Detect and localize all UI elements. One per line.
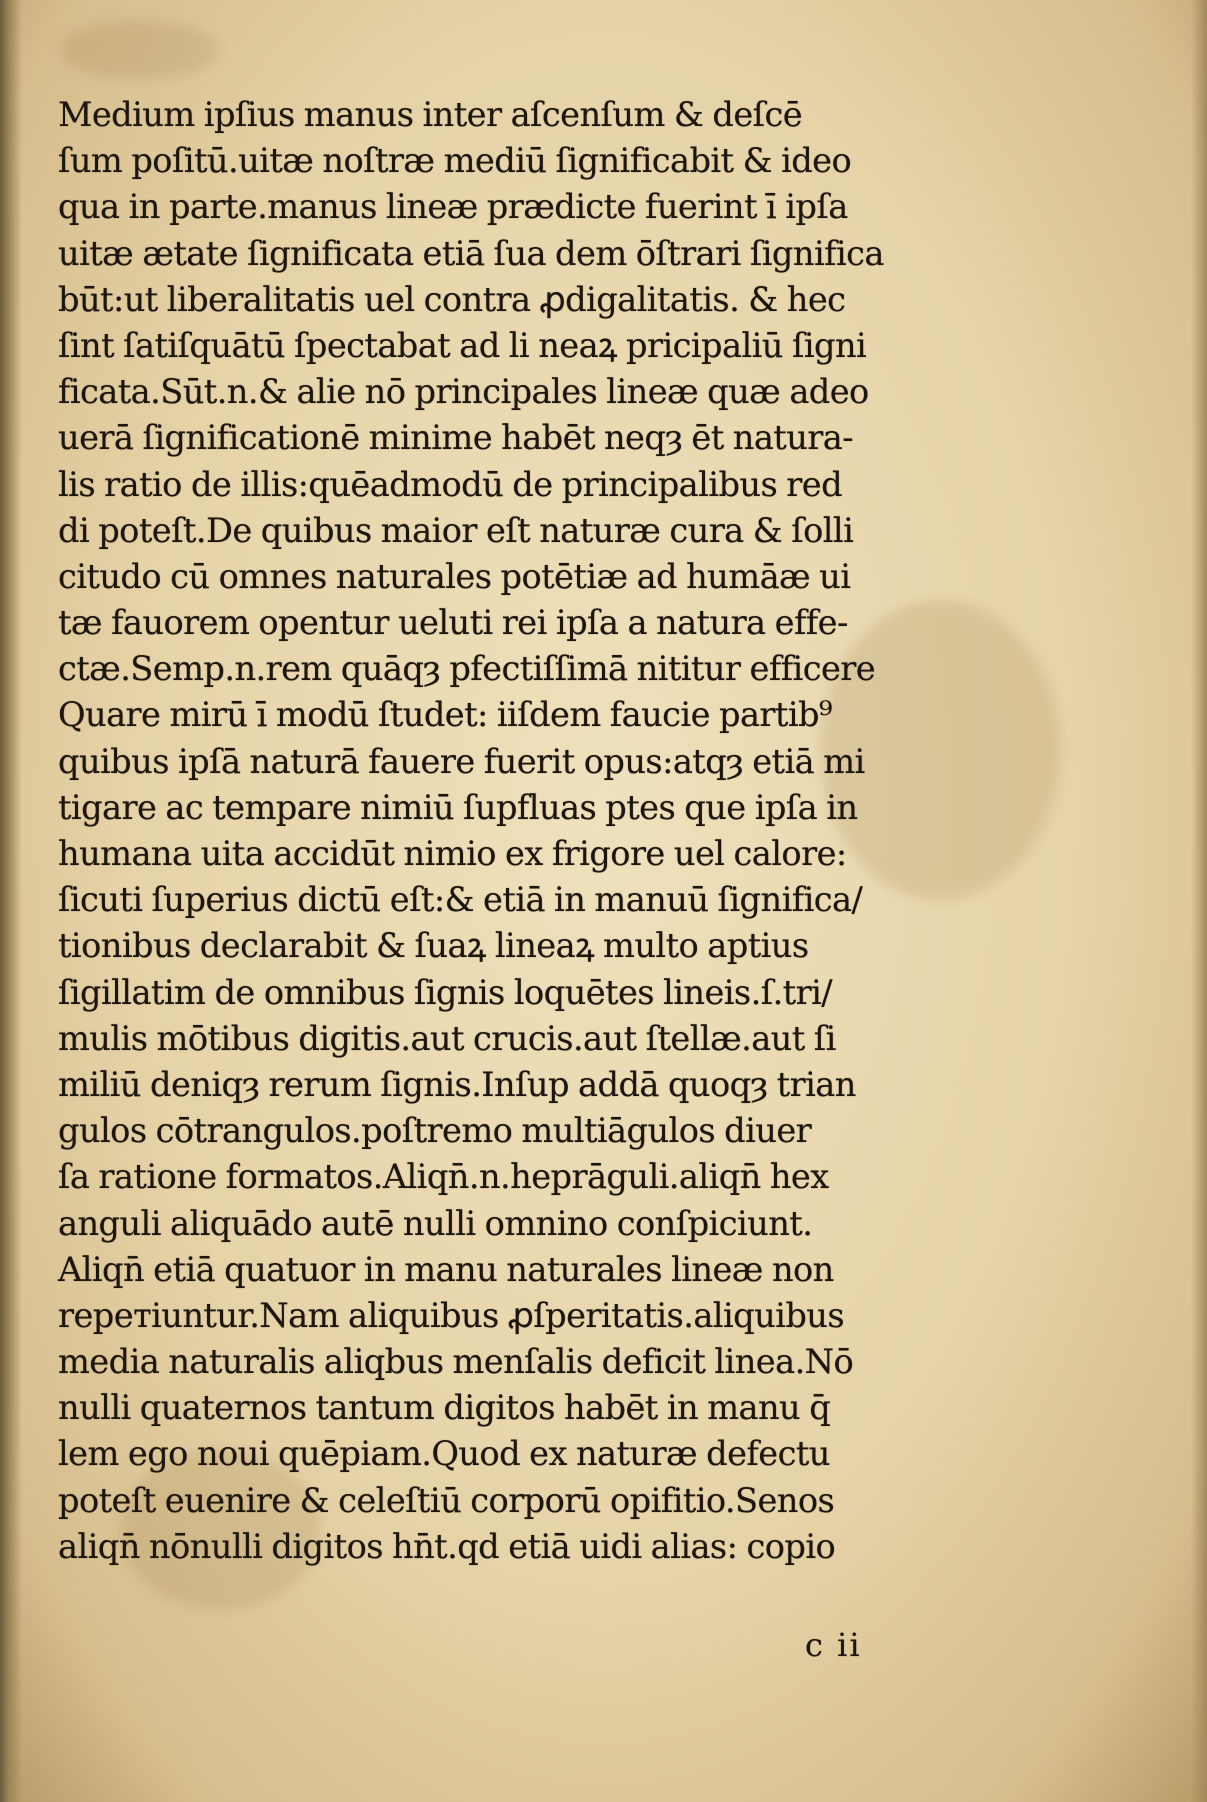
text-line: qua in parte.manus lineæ prædicte fuerint ī ipſa bbox=[58, 187, 848, 228]
text-line: media naturalis aliqbus menſalis deficit linea.Nō bbox=[58, 1342, 854, 1383]
text-line: miliū deniqȝ rerum ſignis.Inſup addā quoqȝ trian bbox=[58, 1064, 856, 1105]
text-line: repeтiuntur.Nam aliquibus ꝓſperitatis.aliquibus bbox=[58, 1295, 845, 1336]
text-line: quibus ipſā naturā fauere fuerit opus:atqȝ etiā mi bbox=[58, 741, 865, 782]
text-line: Aliqn̄ etiā quatuor in manu naturales lineæ non bbox=[58, 1249, 834, 1290]
text-line: ficata.Sūt.n.& alie nō principales lineæ quæ adeo bbox=[58, 372, 869, 413]
signature-mark: c ii bbox=[805, 1626, 862, 1664]
text-line: aliqn̄ nōnulli digitos hn̄t.qd etiā uidi alias: copio bbox=[58, 1526, 836, 1567]
text-line: uitæ ætate ſignificata etiā ſua dem ōſtrari ſignifica bbox=[58, 233, 884, 274]
text-line: ſint ſatiſquātū ſpectabat ad li neaꝝ pricipaliū ſigni bbox=[58, 325, 867, 366]
text-line: di poteſt.De quibus maior eſt naturæ cura & ſolli bbox=[58, 510, 854, 551]
text-line: citudo cū omnes naturales potētiæ ad humāæ ui bbox=[58, 556, 851, 597]
text-line: humana uita accidūt nimio ex frigore uel calore: bbox=[58, 834, 847, 874]
text-line: anguli aliquādo autē nulli omnino conſpiciunt. bbox=[58, 1203, 813, 1244]
text-line: ſigillatim de omnibus ſignis loquētes lineis.ſ.tri/ bbox=[58, 972, 833, 1013]
text-line: poteſt euenire & celeſtiū corporū opifitio.Senos bbox=[58, 1480, 835, 1521]
text-line: ſum poſitū.uitæ noſtræ mediū ſignificabit & ideo bbox=[58, 141, 852, 182]
text-line: tæ fauorem opentur ueluti rei ipſa a natura effe- bbox=[58, 603, 848, 644]
page-edge bbox=[1191, 0, 1207, 1802]
text-line: ctæ.Semp.n.rem quāqȝ pfectiſſimā nititur efficere bbox=[58, 649, 876, 690]
text-line: uerā ſignificationē minime habēt neqȝ ēt natura- bbox=[58, 418, 854, 459]
text-line: lem ego noui quēpiam.Quod ex naturæ defectu bbox=[58, 1434, 830, 1475]
paper-stain bbox=[60, 20, 220, 80]
text-line: gulos cōtrangulos.poſtremo multiāgulos diuer bbox=[58, 1111, 812, 1152]
text-line: būt:ut liberalitatis uel contra ꝓdigalitatis. & hec bbox=[58, 279, 846, 320]
binding-shadow bbox=[0, 0, 22, 1802]
text-line: Medium ipſius manus inter aſcenſum & deſcē bbox=[58, 95, 803, 135]
text-line: lis ratio de illis:quēadmodū de principalibus red bbox=[58, 464, 843, 505]
text-line: tionibus declarabit & ſuaꝝ lineaꝝ multo aptius bbox=[58, 926, 809, 967]
text-line: ſa ratione formatos.Aliqn̄.n.heprāguli.aliqn̄ hex bbox=[58, 1157, 829, 1198]
text-line: ſicuti ſuperius dictū eſt:& etiā in manuū ſignifica/ bbox=[58, 880, 863, 921]
text-line: Quare mirū ī modū ſtudet: iiſdem faucie partib⁹ bbox=[58, 695, 832, 736]
text-line: tigare ac tempare nimiū ſupfluas ptes que ipſa in bbox=[58, 787, 858, 828]
text-block bbox=[58, 92, 1018, 1570]
text-line: nulli quaternos tantum digitos habēt in manu q̄ bbox=[58, 1388, 831, 1429]
text-line: mulis mōtibus digitis.aut crucis.aut ſtellæ.aut ſi bbox=[58, 1018, 836, 1059]
